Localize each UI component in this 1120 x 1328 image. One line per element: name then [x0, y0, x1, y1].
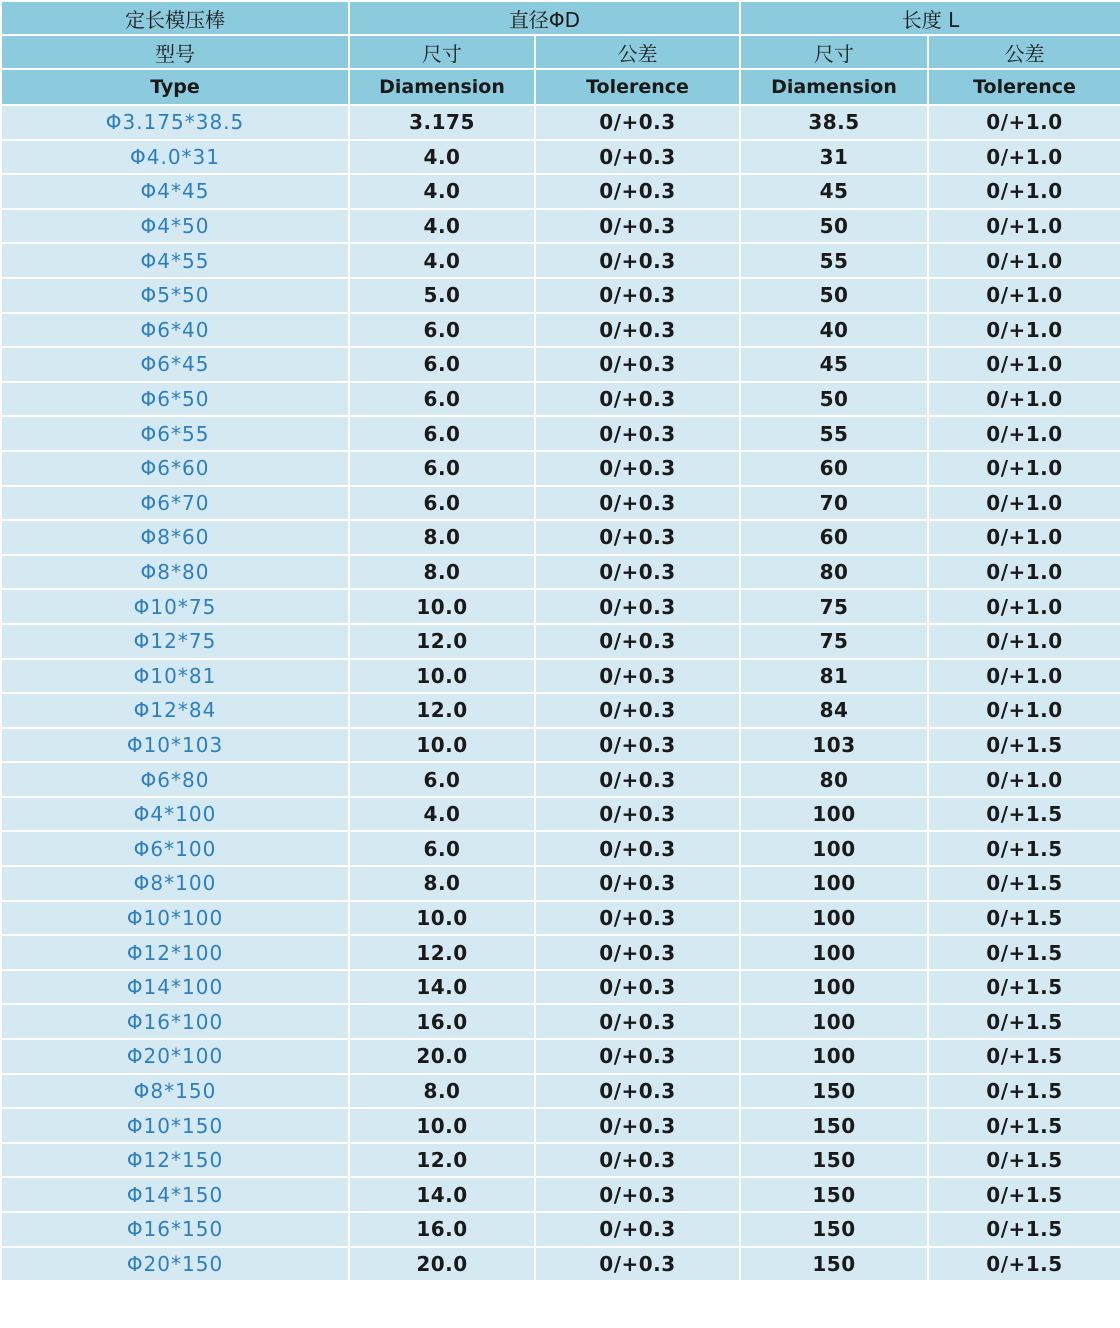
diameter-size-cell: 12.0: [349, 935, 535, 970]
type-cell: Φ4*45: [1, 174, 349, 209]
length-size-cell: 100: [740, 1039, 928, 1074]
length-size-cell: 60: [740, 451, 928, 486]
length-size-cell: 150: [740, 1247, 928, 1282]
type-cell: Φ6*60: [1, 451, 349, 486]
length-size-cell: 60: [740, 520, 928, 555]
length-size-cell: 80: [740, 762, 928, 797]
diameter-tolerance-cell: 0/+0.3: [535, 762, 740, 797]
type-cell: Φ14*150: [1, 1177, 349, 1212]
diameter-size-cell: 4.0: [349, 140, 535, 175]
diameter-tolerance-cell: 0/+0.3: [535, 451, 740, 486]
diameter-size-cell: 8.0: [349, 555, 535, 590]
diameter-size-cell: 12.0: [349, 1143, 535, 1178]
length-tolerance-cell: 0/+1.5: [928, 831, 1120, 866]
diameter-tolerance-cell: 0/+0.3: [535, 174, 740, 209]
table-row: [1, 243, 1120, 278]
diameter-size-cell: 16.0: [349, 1212, 535, 1247]
length-tolerance-cell: 0/+1.0: [928, 347, 1120, 382]
diameter-size-cell: 20.0: [349, 1039, 535, 1074]
diameter-tolerance-cell: 0/+0.3: [535, 105, 740, 140]
diameter-tolerance-cell: 0/+0.3: [535, 520, 740, 555]
table-row: [1, 520, 1120, 555]
table-row: [1, 278, 1120, 313]
length-size-header-cn: 尺寸: [740, 35, 928, 69]
diameter-size-cell: 6.0: [349, 347, 535, 382]
diameter-size-cell: 5.0: [349, 278, 535, 313]
table-header: [1, 1, 1120, 105]
length-tolerance-cell: 0/+1.5: [928, 1177, 1120, 1212]
type-cell: Φ12*84: [1, 693, 349, 728]
diameter-size-cell: 6.0: [349, 831, 535, 866]
type-cell: Φ5*50: [1, 278, 349, 313]
diameter-size-cell: 4.0: [349, 797, 535, 832]
diameter-size-cell: 10.0: [349, 659, 535, 694]
diameter-tolerance-cell: 0/+0.3: [535, 1004, 740, 1039]
diameter-tolerance-cell: 0/+0.3: [535, 1074, 740, 1109]
length-size-cell: 100: [740, 797, 928, 832]
type-cell: Φ20*100: [1, 1039, 349, 1074]
length-size-cell: 45: [740, 174, 928, 209]
table-row: [1, 209, 1120, 244]
length-tolerance-cell: 0/+1.5: [928, 1039, 1120, 1074]
length-tolerance-cell: 0/+1.5: [928, 901, 1120, 936]
length-tolerance-cell: 0/+1.0: [928, 174, 1120, 209]
diameter-size-cell: 10.0: [349, 728, 535, 763]
table-row: [1, 762, 1120, 797]
table-row: [1, 416, 1120, 451]
diameter-tolerance-cell: 0/+0.3: [535, 901, 740, 936]
table-row: [1, 728, 1120, 763]
table-row: [1, 901, 1120, 936]
diameter-size-cell: 8.0: [349, 1074, 535, 1109]
table-row: [1, 797, 1120, 832]
type-cell: Φ10*81: [1, 659, 349, 694]
length-size-cell: 50: [740, 278, 928, 313]
type-cell: Φ14*100: [1, 970, 349, 1005]
type-cell: Φ8*100: [1, 866, 349, 901]
length-tolerance-cell: 0/+1.0: [928, 486, 1120, 521]
diameter-size-cell: 4.0: [349, 174, 535, 209]
table-row: [1, 970, 1120, 1005]
table-row: [1, 1143, 1120, 1178]
length-size-cell: 75: [740, 589, 928, 624]
type-cell: Φ3.175*38.5: [1, 105, 349, 140]
table-row: [1, 866, 1120, 901]
diameter-tolerance-cell: 0/+0.3: [535, 347, 740, 382]
type-cell: Φ8*80: [1, 555, 349, 590]
table-row: [1, 313, 1120, 348]
length-size-cell: 150: [740, 1177, 928, 1212]
diameter-tolerance-cell: 0/+0.3: [535, 866, 740, 901]
length-size-cell: 80: [740, 555, 928, 590]
length-tolerance-header-en: Tolerence: [928, 69, 1120, 105]
length-size-cell: 50: [740, 209, 928, 244]
length-size-cell: 100: [740, 831, 928, 866]
model-header-cn: 型号: [1, 35, 349, 69]
length-size-cell: 100: [740, 866, 928, 901]
length-size-cell: 50: [740, 382, 928, 417]
length-size-cell: 100: [740, 901, 928, 936]
diameter-group-header: 直径ΦD: [349, 1, 740, 35]
diameter-tolerance-cell: 0/+0.3: [535, 1177, 740, 1212]
type-cell: Φ4*100: [1, 797, 349, 832]
length-group-header: 长度 L: [740, 1, 1120, 35]
length-tolerance-cell: 0/+1.0: [928, 659, 1120, 694]
type-cell: Φ10*150: [1, 1108, 349, 1143]
diameter-tolerance-cell: 0/+0.3: [535, 278, 740, 313]
type-cell: Φ10*75: [1, 589, 349, 624]
type-cell: Φ20*150: [1, 1247, 349, 1282]
diameter-tolerance-cell: 0/+0.3: [535, 1143, 740, 1178]
type-cell: Φ8*60: [1, 520, 349, 555]
diameter-tolerance-cell: 0/+0.3: [535, 1247, 740, 1282]
table-row: [1, 589, 1120, 624]
header-row-groups: [1, 1, 1120, 35]
length-size-cell: 150: [740, 1074, 928, 1109]
length-tolerance-cell: 0/+1.5: [928, 1108, 1120, 1143]
diameter-tolerance-cell: 0/+0.3: [535, 693, 740, 728]
table-row: [1, 140, 1120, 175]
diameter-tolerance-cell: 0/+0.3: [535, 831, 740, 866]
type-cell: Φ16*100: [1, 1004, 349, 1039]
table-row: [1, 382, 1120, 417]
length-size-cell: 40: [740, 313, 928, 348]
diameter-tolerance-cell: 0/+0.3: [535, 382, 740, 417]
length-size-cell: 81: [740, 659, 928, 694]
type-cell: Φ4*55: [1, 243, 349, 278]
length-size-cell: 150: [740, 1212, 928, 1247]
type-cell: Φ8*150: [1, 1074, 349, 1109]
length-tolerance-cell: 0/+1.0: [928, 278, 1120, 313]
diameter-tolerance-cell: 0/+0.3: [535, 486, 740, 521]
table-row: [1, 1074, 1120, 1109]
type-cell: Φ6*40: [1, 313, 349, 348]
length-size-cell: 103: [740, 728, 928, 763]
table-row: [1, 1039, 1120, 1074]
diameter-tolerance-cell: 0/+0.3: [535, 209, 740, 244]
table-row: [1, 831, 1120, 866]
diameter-tolerance-cell: 0/+0.3: [535, 555, 740, 590]
length-tolerance-cell: 0/+1.5: [928, 1143, 1120, 1178]
length-tolerance-cell: 0/+1.0: [928, 313, 1120, 348]
diameter-tolerance-cell: 0/+0.3: [535, 659, 740, 694]
header-row-en: [1, 69, 1120, 105]
table-title: 定长模压棒: [1, 1, 349, 35]
diameter-size-cell: 6.0: [349, 382, 535, 417]
header-row-cn: [1, 35, 1120, 69]
length-size-cell: 75: [740, 624, 928, 659]
length-tolerance-cell: 0/+1.5: [928, 1247, 1120, 1282]
diameter-size-cell: 3.175: [349, 105, 535, 140]
type-cell: Φ10*100: [1, 901, 349, 936]
table-body: [1, 105, 1120, 1281]
length-tolerance-cell: 0/+1.0: [928, 382, 1120, 417]
diameter-size-cell: 12.0: [349, 693, 535, 728]
diameter-tolerance-cell: 0/+0.3: [535, 728, 740, 763]
type-cell: Φ10*103: [1, 728, 349, 763]
diameter-tolerance-cell: 0/+0.3: [535, 243, 740, 278]
diameter-size-cell: 10.0: [349, 1108, 535, 1143]
table-row: [1, 1212, 1120, 1247]
diameter-size-cell: 6.0: [349, 486, 535, 521]
type-cell: Φ16*150: [1, 1212, 349, 1247]
diameter-tolerance-cell: 0/+0.3: [535, 1212, 740, 1247]
type-cell: Φ6*55: [1, 416, 349, 451]
length-size-cell: 150: [740, 1143, 928, 1178]
diameter-size-cell: 10.0: [349, 901, 535, 936]
diameter-size-cell: 6.0: [349, 762, 535, 797]
length-tolerance-cell: 0/+1.0: [928, 762, 1120, 797]
diameter-size-header-cn: 尺寸: [349, 35, 535, 69]
type-cell: Φ12*100: [1, 935, 349, 970]
length-tolerance-cell: 0/+1.5: [928, 797, 1120, 832]
diameter-tolerance-cell: 0/+0.3: [535, 416, 740, 451]
table-row: [1, 624, 1120, 659]
diameter-size-cell: 14.0: [349, 1177, 535, 1212]
type-cell: Φ4*50: [1, 209, 349, 244]
diameter-size-cell: 4.0: [349, 243, 535, 278]
diameter-tolerance-cell: 0/+0.3: [535, 589, 740, 624]
diameter-size-cell: 4.0: [349, 209, 535, 244]
diameter-tolerance-cell: 0/+0.3: [535, 140, 740, 175]
table-row: [1, 451, 1120, 486]
length-size-cell: 100: [740, 935, 928, 970]
diameter-tolerance-cell: 0/+0.3: [535, 1108, 740, 1143]
diameter-size-cell: 8.0: [349, 866, 535, 901]
diameter-size-header-en: Diamension: [349, 69, 535, 105]
diameter-tolerance-cell: 0/+0.3: [535, 313, 740, 348]
length-tolerance-cell: 0/+1.0: [928, 140, 1120, 175]
table-row: [1, 555, 1120, 590]
diameter-tolerance-cell: 0/+0.3: [535, 970, 740, 1005]
length-size-cell: 38.5: [740, 105, 928, 140]
length-tolerance-cell: 0/+1.0: [928, 589, 1120, 624]
length-size-cell: 100: [740, 970, 928, 1005]
length-size-cell: 84: [740, 693, 928, 728]
length-tolerance-cell: 0/+1.0: [928, 105, 1120, 140]
diameter-tolerance-cell: 0/+0.3: [535, 797, 740, 832]
table-row: [1, 1247, 1120, 1282]
type-cell: Φ6*70: [1, 486, 349, 521]
diameter-size-cell: 16.0: [349, 1004, 535, 1039]
diameter-size-cell: 14.0: [349, 970, 535, 1005]
type-cell: Φ4.0*31: [1, 140, 349, 175]
length-size-cell: 31: [740, 140, 928, 175]
diameter-size-cell: 8.0: [349, 520, 535, 555]
diameter-tolerance-header-cn: 公差: [535, 35, 740, 69]
length-size-cell: 100: [740, 1004, 928, 1039]
table-row: [1, 935, 1120, 970]
diameter-size-cell: 6.0: [349, 416, 535, 451]
length-tolerance-header-cn: 公差: [928, 35, 1120, 69]
length-tolerance-cell: 0/+1.5: [928, 728, 1120, 763]
diameter-tolerance-cell: 0/+0.3: [535, 1039, 740, 1074]
table-row: [1, 1177, 1120, 1212]
length-tolerance-cell: 0/+1.0: [928, 209, 1120, 244]
type-cell: Φ6*50: [1, 382, 349, 417]
length-tolerance-cell: 0/+1.5: [928, 1074, 1120, 1109]
type-cell: Φ12*150: [1, 1143, 349, 1178]
diameter-size-cell: 20.0: [349, 1247, 535, 1282]
diameter-size-cell: 12.0: [349, 624, 535, 659]
diameter-size-cell: 6.0: [349, 313, 535, 348]
diameter-tolerance-cell: 0/+0.3: [535, 624, 740, 659]
type-cell: Φ6*45: [1, 347, 349, 382]
length-tolerance-cell: 0/+1.0: [928, 624, 1120, 659]
length-tolerance-cell: 0/+1.5: [928, 866, 1120, 901]
length-size-cell: 70: [740, 486, 928, 521]
length-size-header-en: Diamension: [740, 69, 928, 105]
diameter-tolerance-header-en: Tolerence: [535, 69, 740, 105]
length-tolerance-cell: 0/+1.5: [928, 1004, 1120, 1039]
table-row: [1, 1108, 1120, 1143]
table-row: [1, 486, 1120, 521]
length-tolerance-cell: 0/+1.5: [928, 1212, 1120, 1247]
diameter-size-cell: 10.0: [349, 589, 535, 624]
table-row: [1, 105, 1120, 140]
table-row: [1, 174, 1120, 209]
length-tolerance-cell: 0/+1.0: [928, 520, 1120, 555]
length-tolerance-cell: 0/+1.0: [928, 555, 1120, 590]
table-row: [1, 347, 1120, 382]
length-tolerance-cell: 0/+1.0: [928, 243, 1120, 278]
length-tolerance-cell: 0/+1.0: [928, 416, 1120, 451]
table-row: [1, 693, 1120, 728]
table-row: [1, 659, 1120, 694]
length-tolerance-cell: 0/+1.5: [928, 970, 1120, 1005]
length-size-cell: 55: [740, 243, 928, 278]
type-header-en: Type: [1, 69, 349, 105]
type-cell: Φ6*80: [1, 762, 349, 797]
length-tolerance-cell: 0/+1.0: [928, 693, 1120, 728]
table-row: [1, 1004, 1120, 1039]
diameter-tolerance-cell: 0/+0.3: [535, 935, 740, 970]
length-tolerance-cell: 0/+1.5: [928, 935, 1120, 970]
diameter-size-cell: 6.0: [349, 451, 535, 486]
type-cell: Φ12*75: [1, 624, 349, 659]
length-size-cell: 55: [740, 416, 928, 451]
length-size-cell: 45: [740, 347, 928, 382]
length-size-cell: 150: [740, 1108, 928, 1143]
length-tolerance-cell: 0/+1.0: [928, 451, 1120, 486]
type-cell: Φ6*100: [1, 831, 349, 866]
